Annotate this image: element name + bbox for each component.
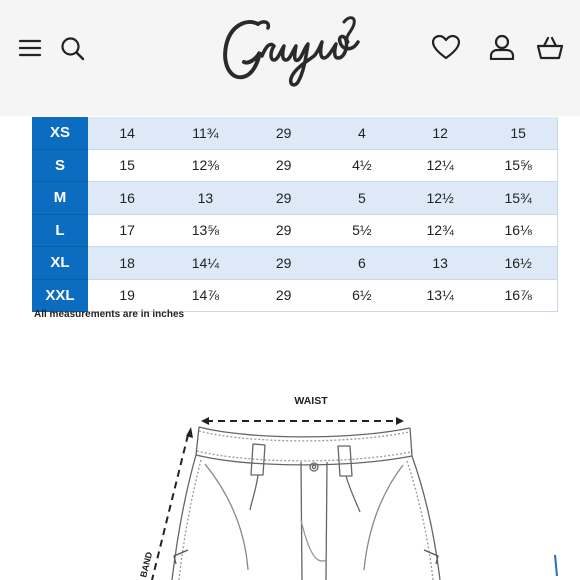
heart-icon[interactable] [432, 35, 460, 61]
measurement-cell: 29 [245, 117, 323, 149]
size-label-cell: M [32, 182, 88, 215]
size-chart-body [32, 117, 558, 312]
measurement-cell: 29 [245, 279, 323, 312]
measurement-cell: 6½ [323, 279, 401, 312]
waist-arrow-right [396, 417, 404, 425]
brand-logo-graphic [218, 12, 364, 92]
size-row [32, 117, 558, 149]
measurement-cell: 29 [245, 149, 323, 182]
measurement-cell: 18 [88, 247, 166, 280]
measurement-cell: 12 [401, 117, 479, 149]
shorts-illustration [172, 427, 440, 580]
measurement-cell: 14⅞ [166, 279, 244, 312]
measurement-cell: 16⅞ [479, 279, 557, 312]
measurement-cell: 16½ [479, 247, 557, 280]
size-label-cell: L [32, 214, 88, 247]
measurement-cell: 13 [166, 182, 244, 215]
size-chart-table [32, 117, 558, 312]
scroll-indicator[interactable] [555, 555, 557, 576]
size-row [32, 214, 558, 247]
measurement-cell: 15 [479, 117, 557, 149]
size-row [32, 279, 558, 312]
measurement-cell: 4 [323, 117, 401, 149]
shorts-measurement-diagram [0, 380, 580, 580]
measurement-cell: 16 [88, 182, 166, 215]
measurement-cell: 14¼ [166, 247, 244, 280]
measurement-cell: 11¾ [166, 117, 244, 149]
measurement-cell: 5½ [323, 214, 401, 247]
measurement-cell: 4½ [323, 149, 401, 182]
measurement-cell: 15¾ [479, 182, 557, 215]
waist-label: WAIST [294, 395, 328, 407]
measurement-cell: 13 [401, 247, 479, 280]
measurement-cell: 12¼ [401, 149, 479, 182]
search-icon[interactable] [60, 36, 86, 62]
measurement-cell: 29 [245, 214, 323, 247]
measurement-cell: 12½ [401, 182, 479, 215]
side-dimension-line [152, 435, 188, 580]
measurement-cell: 13¼ [401, 279, 479, 312]
size-label-cell: XXL [32, 279, 88, 312]
account-icon[interactable] [489, 34, 515, 60]
measurement-cell: 29 [245, 247, 323, 280]
measurement-cell: 13⅝ [166, 214, 244, 247]
size-label-cell: XS [32, 117, 88, 149]
brand-logo[interactable] [218, 12, 364, 92]
menu-icon[interactable] [19, 38, 41, 58]
waist-arrow-left [201, 417, 209, 425]
measurement-cell: 6 [323, 247, 401, 280]
size-row [32, 149, 558, 182]
measurement-cell: 15⅝ [479, 149, 557, 182]
side-label: BAND [138, 550, 155, 579]
site-header [0, 0, 580, 116]
measurement-cell: 15 [88, 149, 166, 182]
measurement-cell: 12¾ [401, 214, 479, 247]
measurement-cell: 29 [245, 182, 323, 215]
measurement-cell: 12⅜ [166, 149, 244, 182]
size-label-cell: S [32, 149, 88, 182]
measurement-cell: 16⅛ [479, 214, 557, 247]
measurement-cell: 5 [323, 182, 401, 215]
measurement-cell: 19 [88, 279, 166, 312]
measurement-cell: 17 [88, 214, 166, 247]
measurements-note: All measurements are in inches [34, 309, 185, 320]
basket-icon[interactable] [537, 36, 563, 60]
size-row [32, 247, 558, 280]
measurement-cell: 14 [88, 117, 166, 149]
size-label-cell: XL [32, 247, 88, 280]
size-row [32, 182, 558, 215]
